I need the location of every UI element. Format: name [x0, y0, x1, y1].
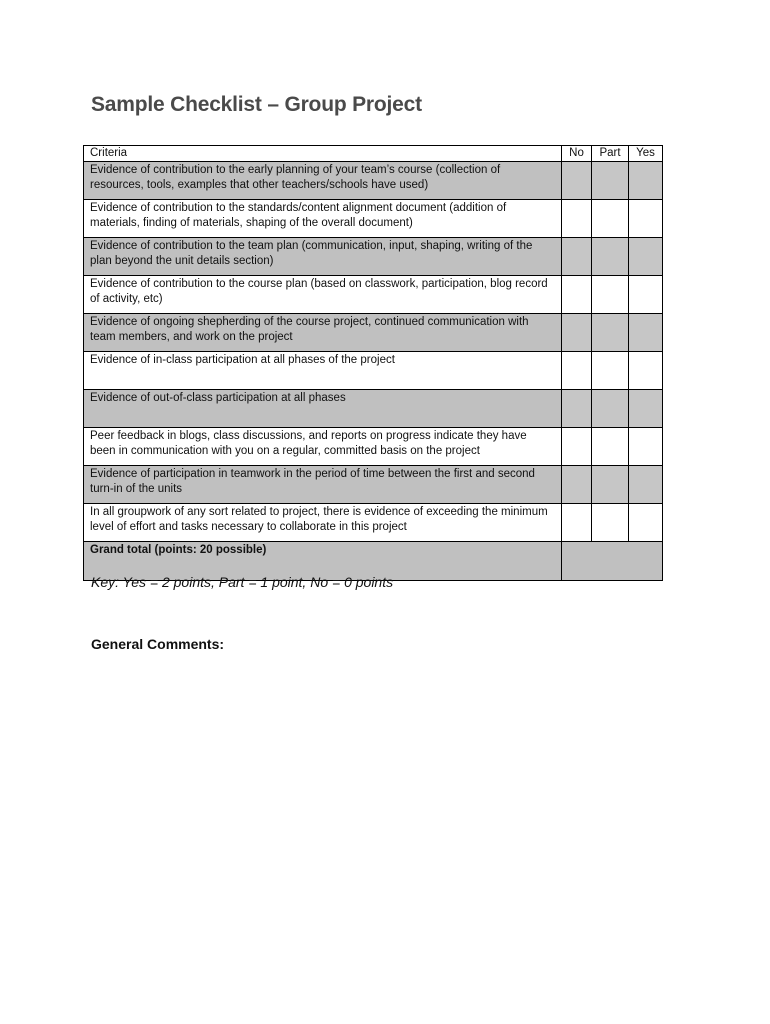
- part-checkbox-cell[interactable]: [592, 352, 629, 390]
- criteria-text: Evidence of contribution to the standards/content alignment document (addition of materials, finding of materials, shaping of the overall document): [84, 200, 562, 238]
- scoring-key: Key: Yes = 2 points, Part = 1 point, No = 0 points: [91, 574, 394, 590]
- no-header: No: [562, 146, 592, 162]
- yes-checkbox-cell[interactable]: [629, 352, 663, 390]
- no-checkbox-cell[interactable]: [562, 504, 592, 542]
- table-row: [84, 200, 663, 238]
- part-checkbox-cell[interactable]: [592, 390, 629, 428]
- part-checkbox-cell[interactable]: [592, 238, 629, 276]
- part-checkbox-cell[interactable]: [592, 314, 629, 352]
- part-checkbox-cell[interactable]: [592, 276, 629, 314]
- table-row: [84, 428, 663, 466]
- part-checkbox-cell[interactable]: [592, 466, 629, 504]
- part-checkbox-cell[interactable]: [592, 162, 629, 200]
- no-checkbox-cell[interactable]: [562, 200, 592, 238]
- no-checkbox-cell[interactable]: [562, 276, 592, 314]
- criteria-text: Evidence of participation in teamwork in the period of time between the first and second turn-in of the units: [84, 466, 562, 504]
- no-checkbox-cell[interactable]: [562, 162, 592, 200]
- no-checkbox-cell[interactable]: [562, 428, 592, 466]
- yes-checkbox-cell[interactable]: [629, 466, 663, 504]
- page-title: Sample Checklist – Group Project: [91, 93, 422, 116]
- part-header: Part: [592, 146, 629, 162]
- criteria-text: Peer feedback in blogs, class discussions, and reports on progress indicate they have been in communication with you on a regular, committed basis on the project: [84, 428, 562, 466]
- table-row: [84, 162, 663, 200]
- part-checkbox-cell[interactable]: [592, 200, 629, 238]
- criteria-text: Evidence of contribution to the early planning of your team’s course (collection of resources, tools, examples that other teachers/schools have used): [84, 162, 562, 200]
- checklist-table: [83, 145, 663, 581]
- criteria-text: Evidence of contribution to the team plan (communication, input, shaping, writing of the plan beyond the unit details section): [84, 238, 562, 276]
- yes-checkbox-cell[interactable]: [629, 504, 663, 542]
- table-row: [84, 504, 663, 542]
- criteria-text: Evidence of contribution to the course plan (based on classwork, participation, blog record of activity, etc): [84, 276, 562, 314]
- grand-total-value-cell[interactable]: [562, 542, 663, 581]
- criteria-text: Evidence of ongoing shepherding of the course project, continued communication with team members, and work on the project: [84, 314, 562, 352]
- table-row: [84, 466, 663, 504]
- yes-header: Yes: [629, 146, 663, 162]
- no-checkbox-cell[interactable]: [562, 466, 592, 504]
- criteria-rows: [84, 162, 663, 581]
- criteria-text: In all groupwork of any sort related to project, there is evidence of exceeding the minimum level of effort and tasks necessary to collaborate in this project: [84, 504, 562, 542]
- general-comments-label: General Comments:: [91, 636, 225, 652]
- table-row: [84, 352, 663, 390]
- no-checkbox-cell[interactable]: [562, 314, 592, 352]
- table-header-row: [84, 146, 663, 162]
- table-row: [84, 314, 663, 352]
- yes-checkbox-cell[interactable]: [629, 314, 663, 352]
- yes-checkbox-cell[interactable]: [629, 390, 663, 428]
- criteria-text: Evidence of out-of-class participation at all phases: [84, 390, 562, 428]
- criteria-header: Criteria: [84, 146, 562, 162]
- no-checkbox-cell[interactable]: [562, 238, 592, 276]
- no-checkbox-cell[interactable]: [562, 352, 592, 390]
- yes-checkbox-cell[interactable]: [629, 162, 663, 200]
- grand-total-label: Grand total (points: 20 possible): [84, 542, 562, 581]
- yes-checkbox-cell[interactable]: [629, 276, 663, 314]
- table-row: [84, 390, 663, 428]
- no-checkbox-cell[interactable]: [562, 390, 592, 428]
- yes-checkbox-cell[interactable]: [629, 428, 663, 466]
- yes-checkbox-cell[interactable]: [629, 238, 663, 276]
- part-checkbox-cell[interactable]: [592, 428, 629, 466]
- yes-checkbox-cell[interactable]: [629, 200, 663, 238]
- table-row: [84, 276, 663, 314]
- table-row: [84, 238, 663, 276]
- criteria-text: Evidence of in-class participation at all phases of the project: [84, 352, 562, 390]
- part-checkbox-cell[interactable]: [592, 504, 629, 542]
